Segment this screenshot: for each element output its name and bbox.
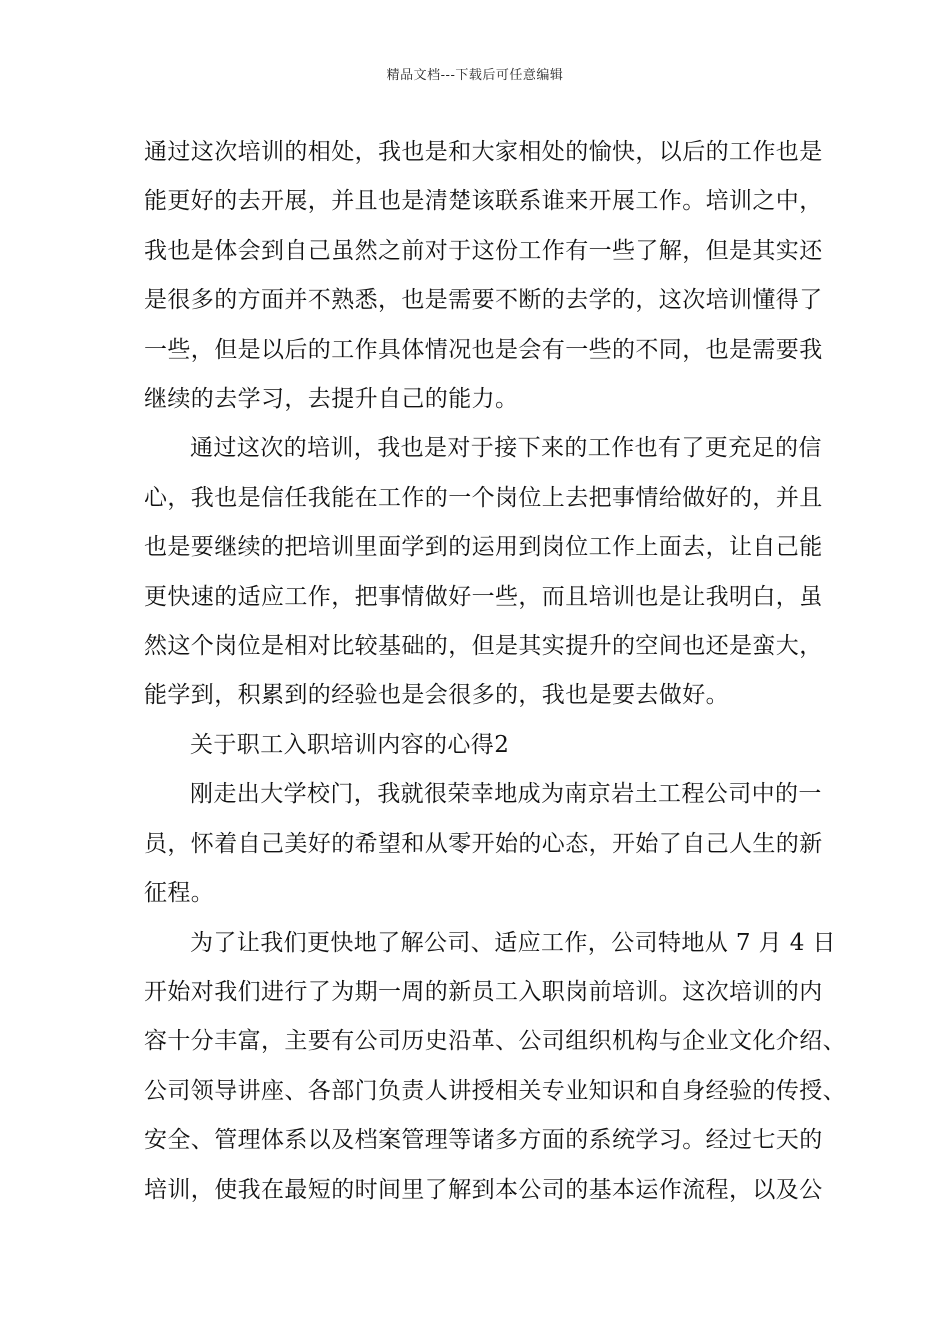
paragraph xyxy=(144,424,823,720)
text-line: 我也是体会到自己虽然之前对于这份工作有一些了解，但是其实还 xyxy=(144,237,823,264)
text-line: 公司领导讲座、各部门负责人讲授相关专业知识和自身经验的传授、 xyxy=(144,1077,846,1104)
text-line: 开始对我们进行了为期一周的新员工入职岗前培训。这次培训的内 xyxy=(144,978,823,1005)
paragraph xyxy=(144,128,823,424)
text-line: 容十分丰富，主要有公司历史沿革、公司组织机构与企业文化介绍、 xyxy=(144,1028,846,1055)
text-line: 然这个岗位是相对比较基础的，但是其实提升的空间也还是蛮大， xyxy=(144,633,823,660)
text-line: 能学到，积累到的经验也是会很多的，我也是要去做好。 xyxy=(144,682,729,709)
paragraph xyxy=(144,919,846,1215)
document-body xyxy=(144,128,846,1215)
paragraph xyxy=(144,770,823,918)
text-line: 心，我也是信任我能在工作的一个岗位上去把事情给做好的，并且 xyxy=(144,484,823,511)
text-line: 通过这次培训的相处，我也是和大家相处的愉快，以后的工作也是 xyxy=(144,139,823,165)
text-line: 通过这次的培训，我也是对于接下来的工作也有了更充足的信 xyxy=(190,435,822,462)
paragraph xyxy=(144,721,816,770)
text-line: 征程。 xyxy=(144,880,215,907)
text-line: 更快速的适应工作，把事情做好一些，而且培训也是让我明白，虽 xyxy=(144,583,823,610)
page-header: 精品文档---下载后可任意编辑 xyxy=(386,68,564,83)
text-line: 继续的去学习，去提升自己的能力。 xyxy=(144,386,519,413)
text-line: 培训，使我在最短的时间里了解到本公司的基本运作流程，以及公 xyxy=(144,1176,823,1203)
text-line: 一些，但是以后的工作具体情况也是会有一些的不同，也是需要我 xyxy=(144,336,823,363)
text-line: 为了让我们更快地了解公司、适应工作，公司特地从 7 月 4 日 xyxy=(190,929,836,956)
text-line: 关于职工入职培训内容的心得2 xyxy=(190,731,510,758)
text-line: 能更好的去开展，并且也是清楚该联系谁来开展工作。培训之中， xyxy=(144,188,823,215)
text-line: 也是要继续的把培训里面学到的运用到岗位工作上面去，让自己能 xyxy=(144,534,823,561)
text-line: 是很多的方面并不熟悉，也是需要不断的去学的，这次培训懂得了 xyxy=(144,287,823,314)
text-line: 刚走出大学校门，我就很荣幸地成为南京岩土工程公司中的一 xyxy=(190,781,822,808)
text-line: 员，怀着自己美好的希望和从零开始的心态，开始了自己人生的新 xyxy=(144,830,823,857)
text-line: 安全、管理体系以及档案管理等诸多方面的系统学习。经过七天的 xyxy=(144,1127,823,1154)
